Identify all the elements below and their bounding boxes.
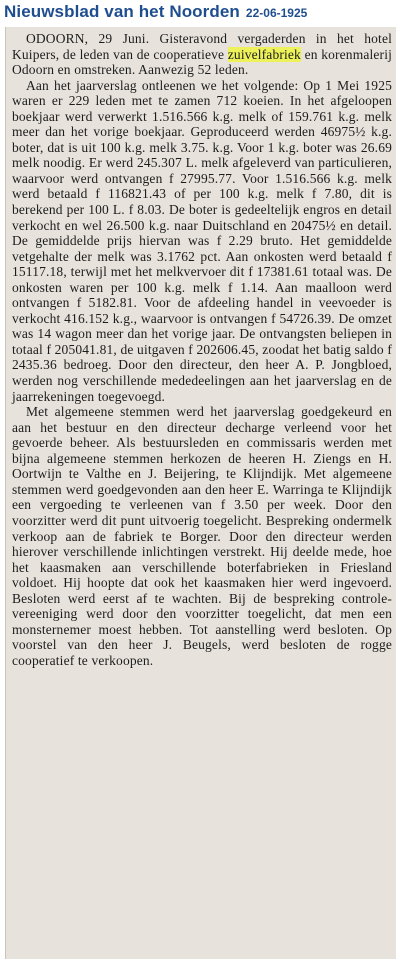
intro-text-start: ODOORN, 29 Juni. Gisteravond vergaderden in het hotel Kuipers, de leden van de cooperatieve	[12, 31, 392, 62]
publication-date: 22-06-1925	[245, 6, 308, 20]
article-body	[12, 31, 392, 668]
paragraph-meeting-decisions: Met algemeene stemmen werd het jaarverslag goedgekeurd en aan het bestuur en den directeur decharge verleend voor het gevoerde beheer. Als bestuursleden en commissaris werden met bijna algemeene stemmen herkozen de heeren H. Ziengs en H. Oortwijn te Valthe en J. Beijering, te Klijndijk. Met algemeene stemmen werd goedgevonden aan den heer E. Warringa te Klijndijk een vergoeding te verleenen van f 3.50 per week. Door den voorzitter werd dit punt uitvoerig toegelicht. Bespreking ondermelk verkoop aan de fabriek te Borger. Door den directeur werden hierover verschillende inlichtingen verstrekt. Hij deelde mede, hoe het kaasmaken aan verschillende boterfabrieken in Friesland voldoet. Hij hoopte dat ook het kaasmaken hier werd ingevoerd. Besloten werd eerst af te wachten. Bij de bespreking controle-vereeniging werd door den voorzitter toegelicht, dat men een monsternemer moest hebben. Tot aanstelling werd besloten. Op voorstel van den heer J. Beugels, werd besloten de rogge cooperatief te verkoopen.	[12, 404, 392, 668]
newspaper-header	[0, 0, 400, 26]
search-highlight: zuivelfabriek	[227, 46, 301, 62]
newspaper-title[interactable]: Nieuwsblad van het Noorden	[4, 2, 240, 21]
intro-text-end: en korenmalerij Odoorn en omstreken. Aanwezig 52 leden.	[12, 46, 392, 78]
newspaper-clipping	[5, 27, 396, 959]
paragraph-annual-report: Aan het jaarverslag ontleenen we het volgende: Op 1 Mei 1925 waren er 229 leden met te zamen 712 koeien. In het afgeloopen boekjaar werd verwerkt 1.516.566 k.g. melk of 159.761 k.g. melk meer dan het vorige boekjaar. Geproduceerd werden 46975½ k.g. boter, dat is uit 100 k.g. melk 3.75. k.g. Voor 1 k.g. boter was 26.69 melk noodig. Er werd 245.307 L. melk afgeleverd van particulieren, waarvoor werd ontvangen f 27995.77. Voor 1.516.566 k.g. melk werd betaald f 116821.43 of per 100 k.g. melk f 7.80, dit is berekend per 100 L. f 8.03. De boter is gedeeltelijk engros en detail verkocht en wel 26.500 k.g. naar Duitschland en 20475½ en detail. De gemiddelde prijs hiervan was f 2.29 bruto. Het gemiddelde vetgehalte der melk was 3.1762 pct. Aan onkosten werd betaald f 15117.18, terwijl met het melkvervoer dit f 17381.61 totaal was. De onkosten waren per 100 k.g. melk f 1.14. Aan maalloon werd ontvangen f 5182.81. Voor de afdeeling handel in veevoeder is verkocht 416.152 k.g., waarvoor is ontvangen f 54726.39. De omzet was 14 wagon meer dan het vorige jaar. De ontvangsten beliepen in totaal f 205041.81, de uitgaven f 202606.45, zoodat het batig saldo f 2435.36 bedroeg. Door den directeur, den heer A. P. Jongbloed, werden nog verschillende mededeelingen aan het jaarverslag en de jaarrekeningen toegevoegd.	[12, 77, 392, 404]
paragraph-intro	[12, 31, 392, 78]
